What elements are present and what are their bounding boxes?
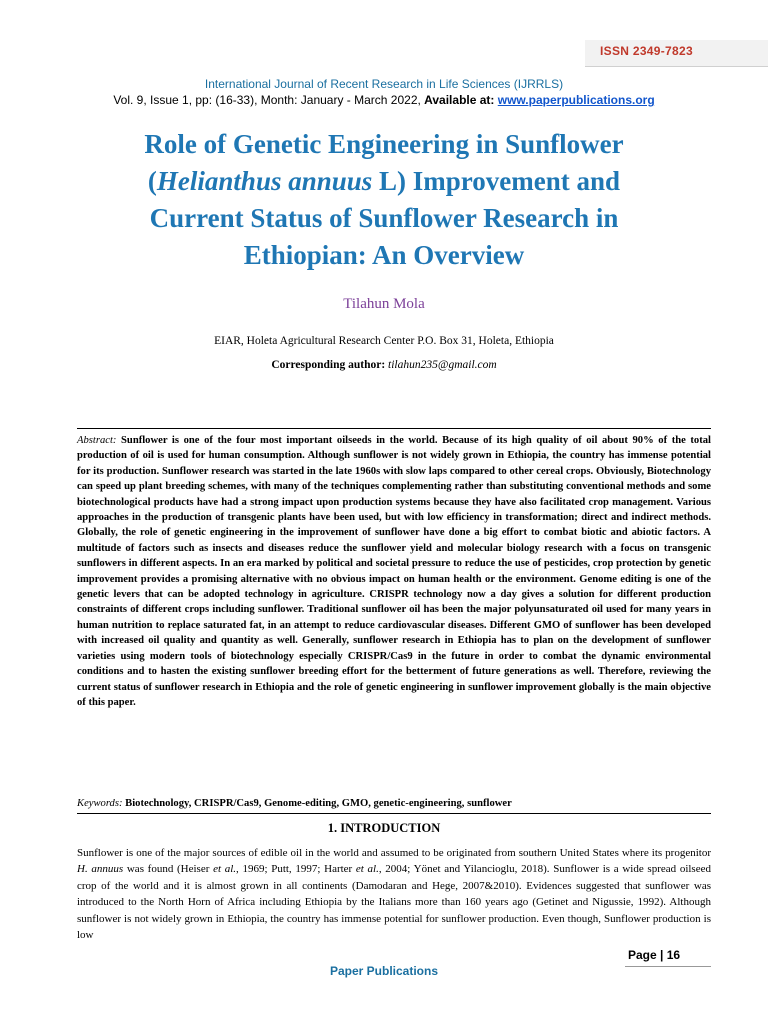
corresponding-email: tilahun235@gmail.com (388, 359, 497, 371)
corresponding-label: Corresponding author: (271, 359, 389, 371)
intro-text-4: , 2004; Yönet and Yilancioglu, 2018). Sunflower is a wide spread oilseed crop of the world and it is almost grown in all continents (Damodaran and Hege, 2007&2010). Evidences suggested that sunflower was introduced to the North Horn of Africa including Ethiopia by the Italians more than 160 years ago (Getinet and Nigussie, 1992). Although sunflower is not widely grown in Ethiopia, the country has immense potential for sunflower production. Even though, Sunflower production is low (77, 863, 711, 942)
title-species: Helianthus annuus (156, 166, 373, 196)
keywords-label: Keywords: (77, 798, 123, 809)
keywords-text: Biotechnology, CRISPR/Cas9, Genome-editing, GMO, genetic-engineering, sunflower (122, 798, 512, 809)
title-line-1: Role of Genetic Engineering in Sunflower (144, 129, 624, 159)
title-line-3: Current Status of Sunflower Research in (149, 203, 619, 233)
paper-title (60, 126, 708, 274)
affiliation: EIAR, Holeta Agricultural Research Center P.O. Box 31, Holeta, Ethiopia (214, 335, 554, 347)
abstract-label: Abstract: (77, 435, 117, 446)
available-at-label: Available at: (424, 93, 498, 107)
abstract-top-rule (77, 428, 711, 429)
issn-label: ISSN 2349-7823 (600, 44, 693, 58)
keywords (77, 796, 711, 811)
volume-info (0, 93, 768, 107)
page-number: Page | 16 (628, 948, 681, 962)
journal-url-link[interactable]: www.paperpublications.org (497, 93, 655, 107)
volume-text: Vol. 9, Issue 1, pp: (16-33), Month: January - March 2022, (113, 93, 425, 107)
keywords-bottom-rule (77, 813, 711, 814)
intro-text-3: , 1969; Putt, 1997; Harter (236, 863, 356, 876)
author-name: Tilahun Mola (343, 296, 425, 312)
intro-text-1: Sunflower is one of the major sources of edible oil in the world and assumed to be originated from southern United States where its progenitor (77, 847, 711, 859)
title-line-2-rest: L) Improvement and (372, 166, 621, 196)
title-line-4: Ethiopian: An Overview (243, 240, 525, 270)
intro-text-2: was found (Heiser (123, 863, 214, 876)
abstract (77, 433, 711, 710)
journal-name: International Journal of Recent Research in Life Sciences (IJRRLS) (204, 77, 564, 91)
introduction-heading: 1. INTRODUCTION (327, 821, 441, 835)
publisher-name: Paper Publications (329, 964, 439, 978)
corresponding-author (0, 359, 768, 371)
title-paren: ( (147, 166, 157, 196)
intro-species: H. annuus (77, 863, 124, 876)
intro-etal-2: et al. (355, 863, 379, 876)
introduction-paragraph (77, 845, 711, 943)
intro-etal-1: et al. (213, 863, 237, 876)
abstract-text: Sunflower is one of the four most important oilseeds in the world. Because of its high quality of oil about 90% of the total production of oil is used for human consumption. Although sunflower is not widely grown in Ethiopia, the country has immense potential for its production. Sunflower research was started in the late 1960s with slow laps compared to other cereal crops. Obviously, Biotechnology can speed up plant breeding schemes, with many of the techniques complementing rather than substituting conventional methods and some biotechnological products have had a strong impact upon production systems because they have also facilitated crop management. Various approaches in the production of transgenic plants have been used, but with low efficiency in transformation; direct and indirect methods. Globally, the role of genetic engineering in the improvement of sunflower have done a big effort to combat biotic and abiotic factors. A multitude of factors such as insects and diseases reduce the sunflower yield and molecular biology research with a focus on transgenic sunflowers in different aspects. In an era marked by political and societal pressure to reduce the use of pesticides, crop protection by genetic improvement provides a promising alternative with no obvious impact on human health or the environment. Genome editing is one of the genetic levers that can be adopted technology in agriculture. CRISPR technology now a day gives a solution for different production constraints of different crops including sunflower. Traditional sunflower oil has been the major polyunsaturated oil used for many years in human nutrition to replace saturated fat, in an attempt to reduce cardiovascular diseases. Different GMO of sunflower has been developed with increased oil quality and quantity as well. Generally, sunflower research in Ethiopia has to plan on the development of sunflower varieties using modern tools of biotechnology especially CRISPR/Cas9 in the future in order to combat the dynamic environmental conditions and to hasten the existing sunflower breeding effort for the betterment of future generations as well. Therefore, reviewing the current status of sunflower research in Ethiopia and the role of genetic engineering in sunflower improvement globally is the main objective of this paper. (77, 435, 711, 708)
